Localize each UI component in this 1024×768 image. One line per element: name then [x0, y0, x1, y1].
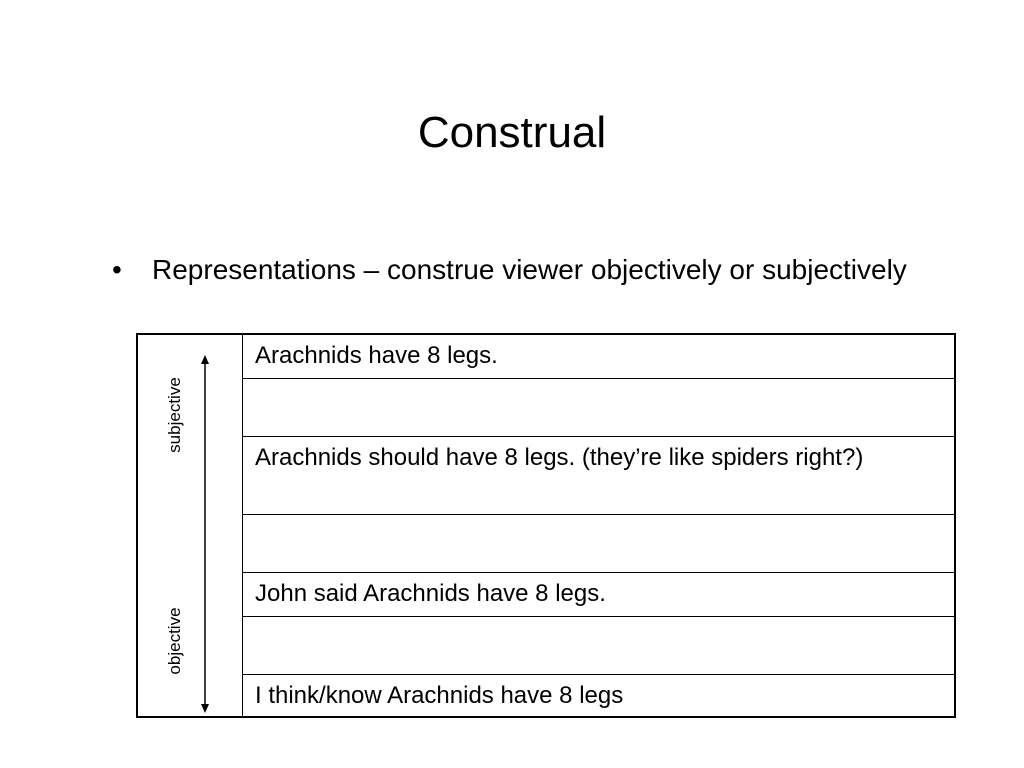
table-row: I think/know Arachnids have 8 legs [255, 682, 624, 709]
table-row [243, 617, 954, 675]
table-row: John said Arachnids have 8 legs. [243, 573, 954, 617]
bullet-text: Representations – construe viewer objectively or subjectively [152, 254, 907, 285]
table-row [243, 379, 954, 437]
bullet-marker: • [112, 254, 122, 285]
table-row: Arachnids should have 8 legs. (they’re like spiders right?) [243, 437, 954, 515]
table-row: Arachnids have 8 legs. [243, 335, 954, 379]
statement-rows [243, 335, 954, 716]
slide-title: Construal [417, 108, 607, 157]
table-row [243, 515, 954, 573]
double-arrow-icon [196, 355, 214, 713]
scale-column [138, 335, 243, 716]
subjective-label: subjective [165, 377, 184, 453]
construal-table [136, 333, 956, 718]
objective-label: objective [165, 607, 184, 675]
